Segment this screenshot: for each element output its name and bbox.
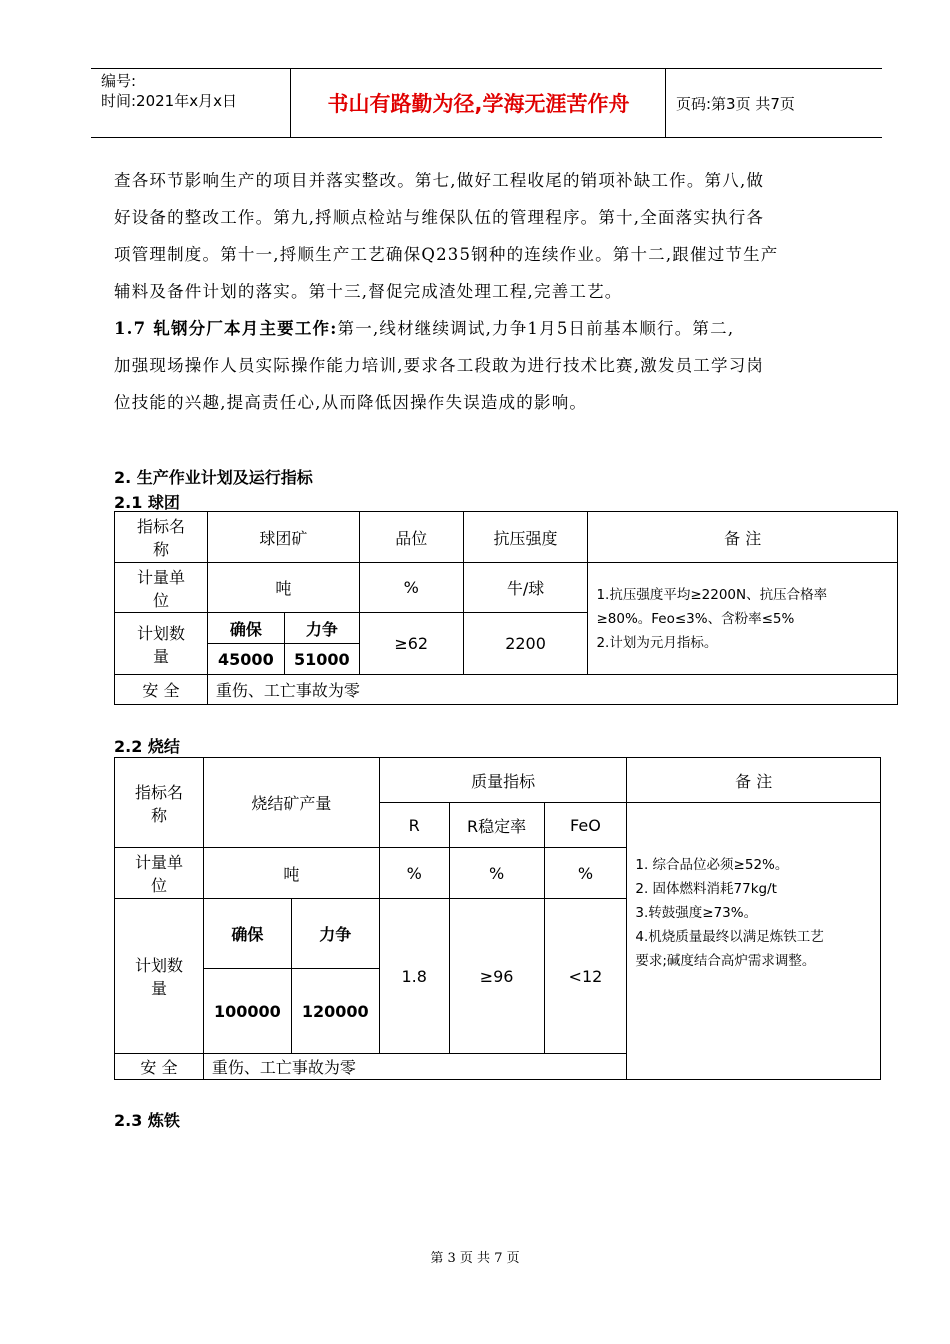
header-name: 指标名称 bbox=[115, 512, 208, 563]
plan-label: 计划数量 bbox=[115, 899, 204, 1054]
page-header bbox=[91, 68, 882, 138]
remark-line: 1. 综合品位必须≥52%。 bbox=[635, 857, 789, 873]
page-footer: 第 3 页 共 7 页 bbox=[430, 1251, 520, 1266]
date-label: 时间:2021年x月x日 bbox=[101, 92, 237, 110]
header-product: 球团矿 bbox=[207, 512, 359, 563]
strive-value: 51000 bbox=[284, 644, 359, 675]
strive-value: 120000 bbox=[291, 969, 379, 1054]
header-page-label: 页码:第3页 共7页 bbox=[676, 94, 795, 113]
code-label: 编号: bbox=[101, 72, 137, 90]
header-remark: 备 注 bbox=[588, 512, 898, 563]
ensure-label: 确保 bbox=[203, 899, 291, 969]
remark-line: 要求;碱度结合高炉需求调整。 bbox=[635, 953, 816, 969]
text-line: 加强现场操作人员实际操作能力培训,要求各工段敢为进行技术比赛,激发员工学习岗 bbox=[114, 356, 765, 375]
sub-r: R bbox=[379, 803, 449, 848]
remarks-cell bbox=[588, 563, 898, 675]
strive-label: 力争 bbox=[284, 613, 359, 644]
section-2-1-title: 2.1 球团 bbox=[114, 493, 180, 512]
sub-r-stable: R稳定率 bbox=[449, 803, 544, 848]
text-line bbox=[114, 310, 874, 347]
safety-label: 安 全 bbox=[115, 1054, 204, 1080]
text-line: 好设备的整改工作。第九,捋顺点检站与维保队伍的管理程序。第十,全面落实执行各 bbox=[114, 208, 765, 227]
unit-r-stable: % bbox=[449, 848, 544, 899]
remark-line: 2.计划为元月指标。 bbox=[596, 634, 718, 651]
section-2-2-title: 2.2 烧结 bbox=[114, 737, 180, 756]
strength-value: 2200 bbox=[463, 613, 588, 675]
header-product: 烧结矿产量 bbox=[203, 758, 379, 848]
remark-line: ≥80%。Feo≤3%、含粉率≤5% bbox=[596, 610, 795, 627]
r-stable-value: ≥96 bbox=[449, 899, 544, 1054]
header-name: 指标名称 bbox=[115, 758, 204, 848]
plan-label: 计划数量 bbox=[115, 613, 208, 675]
remark-line: 2. 固体燃料消耗77kg/t bbox=[635, 881, 777, 897]
header-remark: 备 注 bbox=[627, 758, 881, 803]
para2-heading: 1.7 轧钢分厂本月主要工作: bbox=[114, 319, 338, 338]
unit-r: % bbox=[379, 848, 449, 899]
section-2-title: 2. 生产作业计划及运行指标 bbox=[114, 468, 313, 487]
text-line: 项管理制度。第十一,捋顺生产工艺确保Q235钢种的连续作业。第十二,跟催过节生产 bbox=[114, 245, 779, 264]
header-motto: 书山有路勤为径,学海无涯苦作舟 bbox=[292, 69, 666, 137]
ensure-value: 45000 bbox=[207, 644, 284, 675]
unit-label: 计量单位 bbox=[115, 848, 204, 899]
text-line: 位技能的兴趣,提高责任心,从而降低因操作失误造成的影响。 bbox=[114, 393, 588, 412]
para2-line1: 第一,线材继续调试,力争1月5日前基本顺行。第二, bbox=[337, 319, 735, 338]
header-meta bbox=[91, 69, 291, 137]
safety-value: 重伤、工亡事故为零 bbox=[203, 1054, 880, 1080]
section-2-3-title: 2.3 炼铁 bbox=[114, 1111, 180, 1130]
ensure-value: 100000 bbox=[203, 969, 291, 1054]
unit-strength: 牛/球 bbox=[463, 563, 588, 613]
remark-line: 3.转鼓强度≥73%。 bbox=[635, 905, 758, 921]
header-strength: 抗压强度 bbox=[463, 512, 588, 563]
header-quality: 质量指标 bbox=[379, 758, 627, 803]
remark-line: 1.抗压强度平均≥2200N、抗压合格率 bbox=[596, 586, 828, 603]
unit-product: 吨 bbox=[203, 848, 379, 899]
unit-grade: % bbox=[359, 563, 463, 613]
strive-label: 力争 bbox=[291, 899, 379, 969]
text-line: 辅料及备件计划的落实。第十三,督促完成渣处理工程,完善工艺。 bbox=[114, 282, 623, 301]
grade-value: ≥62 bbox=[359, 613, 463, 675]
safety-value: 重伤、工亡事故为零 bbox=[207, 675, 897, 705]
remark-line: 4.机烧质量最终以满足炼铁工艺 bbox=[635, 929, 824, 945]
text-line: 查各环节影响生产的项目并落实整改。第七,做好工程收尾的销项补缺工作。第八,做 bbox=[114, 171, 765, 190]
paragraph-1 bbox=[114, 162, 874, 421]
unit-label: 计量单位 bbox=[115, 563, 208, 613]
ensure-label: 确保 bbox=[207, 613, 284, 644]
sub-feo: FeO bbox=[544, 803, 627, 848]
feo-value: <12 bbox=[544, 899, 627, 1054]
safety-label: 安 全 bbox=[115, 675, 208, 705]
sinter-table bbox=[114, 757, 881, 1080]
remarks-cell bbox=[627, 803, 881, 1080]
unit-product: 吨 bbox=[207, 563, 359, 613]
pellet-table bbox=[114, 511, 898, 705]
r-value: 1.8 bbox=[379, 899, 449, 1054]
unit-feo: % bbox=[544, 848, 627, 899]
header-grade: 品位 bbox=[359, 512, 463, 563]
